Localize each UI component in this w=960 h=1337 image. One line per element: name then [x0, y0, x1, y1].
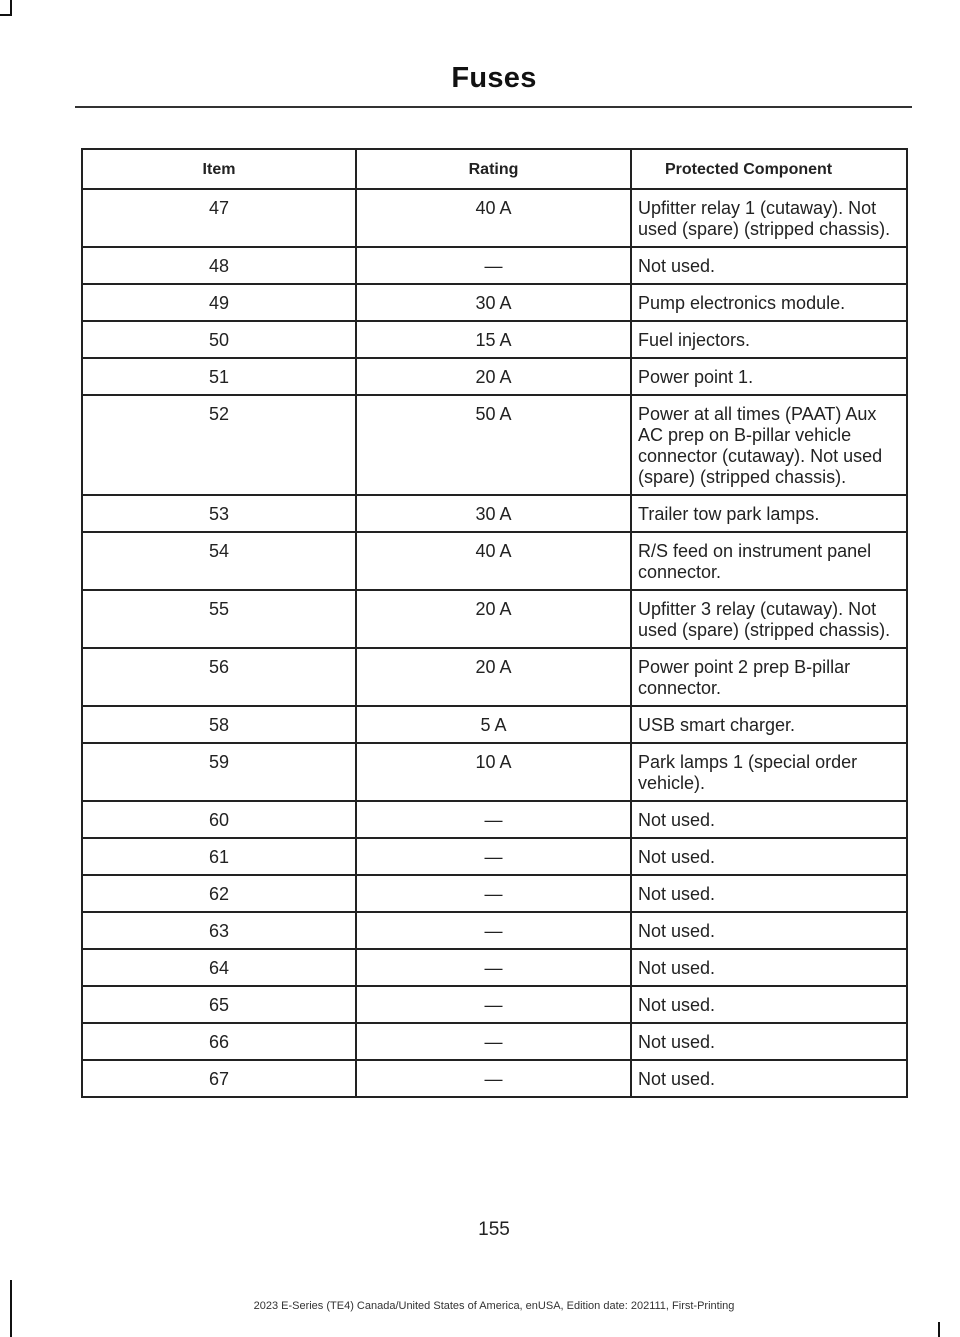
table-row — [82, 838, 907, 875]
item-cell: 51 — [82, 358, 356, 395]
item-cell: 59 — [82, 743, 356, 801]
table-row — [82, 189, 907, 247]
header-protected-component: Protected Component — [631, 149, 907, 189]
item-cell: 50 — [82, 321, 356, 358]
component-cell: Not used. — [631, 875, 907, 912]
table-row — [82, 495, 907, 532]
table-row — [82, 1060, 907, 1097]
table-row — [82, 532, 907, 590]
table-row — [82, 743, 907, 801]
component-cell: Park lamps 1 (special order vehicle). — [631, 743, 907, 801]
rating-cell: 40 A — [356, 189, 631, 247]
component-cell: Upfitter relay 1 (cutaway). Not used (spare) (stripped chassis). — [631, 189, 907, 247]
rating-cell: 15 A — [356, 321, 631, 358]
table-row — [82, 247, 907, 284]
item-cell: 55 — [82, 590, 356, 648]
page-number: 155 — [478, 1219, 510, 1240]
table-row — [82, 1023, 907, 1060]
table-row — [82, 986, 907, 1023]
item-cell: 47 — [82, 189, 356, 247]
header-rating: Rating — [356, 149, 631, 189]
item-cell: 48 — [82, 247, 356, 284]
table-body — [82, 189, 907, 1097]
rating-cell: — — [356, 875, 631, 912]
rating-cell: — — [356, 912, 631, 949]
rating-cell: 30 A — [356, 495, 631, 532]
rating-cell: 20 A — [356, 648, 631, 706]
item-cell: 67 — [82, 1060, 356, 1097]
item-cell: 54 — [82, 532, 356, 590]
component-cell: Trailer tow park lamps. — [631, 495, 907, 532]
component-cell: Not used. — [631, 986, 907, 1023]
item-cell: 62 — [82, 875, 356, 912]
rating-cell: — — [356, 1060, 631, 1097]
component-cell: Not used. — [631, 801, 907, 838]
component-cell: Fuel injectors. — [631, 321, 907, 358]
item-cell: 58 — [82, 706, 356, 743]
rating-cell: 50 A — [356, 395, 631, 495]
item-cell: 64 — [82, 949, 356, 986]
rating-cell: 10 A — [356, 743, 631, 801]
item-cell: 53 — [82, 495, 356, 532]
crop-mark-bottom-right — [938, 1322, 940, 1337]
component-cell: Not used. — [631, 949, 907, 986]
rating-cell: — — [356, 838, 631, 875]
table-row — [82, 949, 907, 986]
table-row — [82, 590, 907, 648]
fuse-table — [81, 148, 908, 1098]
item-cell: 65 — [82, 986, 356, 1023]
item-cell: 63 — [82, 912, 356, 949]
component-cell: Not used. — [631, 1023, 907, 1060]
component-cell: Power point 2 prep B-pillar connector. — [631, 648, 907, 706]
item-cell: 52 — [82, 395, 356, 495]
table-header-row — [82, 149, 907, 189]
table-row — [82, 321, 907, 358]
rating-cell: — — [356, 801, 631, 838]
component-cell: Not used. — [631, 912, 907, 949]
component-cell: Pump electronics module. — [631, 284, 907, 321]
item-cell: 60 — [82, 801, 356, 838]
component-cell: Not used. — [631, 1060, 907, 1097]
component-cell: USB smart charger. — [631, 706, 907, 743]
component-cell: Upfitter 3 relay (cutaway). Not used (spare) (stripped chassis). — [631, 590, 907, 648]
component-cell: Not used. — [631, 838, 907, 875]
page-title: Fuses — [451, 62, 537, 94]
component-cell: Power point 1. — [631, 358, 907, 395]
component-cell: R/S feed on instrument panel connector. — [631, 532, 907, 590]
table-row — [82, 706, 907, 743]
rating-cell: 20 A — [356, 590, 631, 648]
table-row — [82, 912, 907, 949]
footer-edition-info: 2023 E-Series (TE4) Canada/United States of America, enUSA, Edition date: 202111, First-Printing — [253, 1300, 735, 1312]
table-row — [82, 358, 907, 395]
table-row — [82, 801, 907, 838]
rating-cell: 5 A — [356, 706, 631, 743]
item-cell: 66 — [82, 1023, 356, 1060]
rating-cell: 30 A — [356, 284, 631, 321]
header-item: Item — [82, 149, 356, 189]
crop-mark-top-left — [0, 14, 12, 16]
rating-cell: — — [356, 1023, 631, 1060]
component-cell: Power at all times (PAAT) Aux AC prep on B-pillar vehicle connector (cutaway). Not used (spare) (stripped chassis). — [631, 395, 907, 495]
item-cell: 56 — [82, 648, 356, 706]
table-row — [82, 284, 907, 321]
table-row — [82, 395, 907, 495]
rating-cell: — — [356, 247, 631, 284]
rating-cell: 40 A — [356, 532, 631, 590]
rating-cell: — — [356, 986, 631, 1023]
item-cell: 61 — [82, 838, 356, 875]
rating-cell: 20 A — [356, 358, 631, 395]
item-cell: 49 — [82, 284, 356, 321]
title-divider — [75, 106, 912, 108]
table-row — [82, 875, 907, 912]
component-cell: Not used. — [631, 247, 907, 284]
table-row — [82, 648, 907, 706]
rating-cell: — — [356, 949, 631, 986]
